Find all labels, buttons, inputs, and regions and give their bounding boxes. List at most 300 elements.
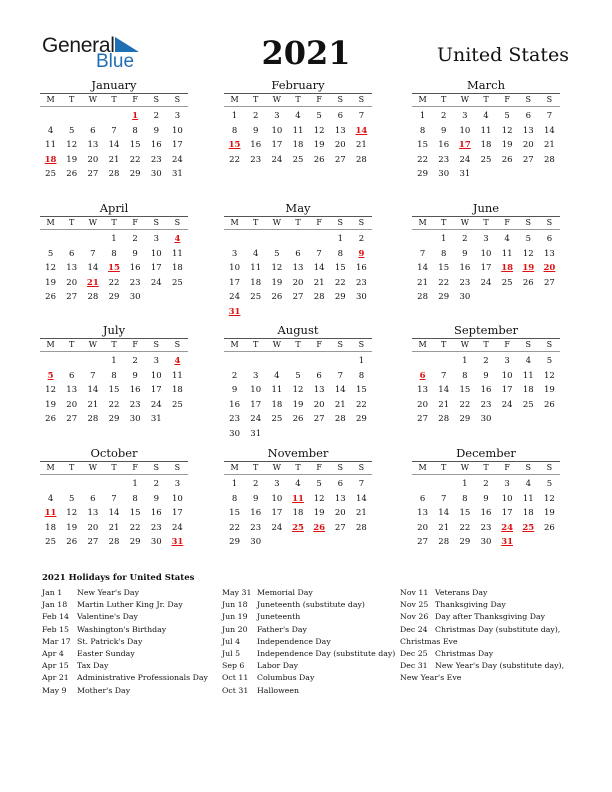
day-cell: 25 — [250, 292, 262, 302]
day-cell: 3 — [504, 356, 510, 366]
weekday-header: F — [309, 339, 330, 352]
day-cell: 6 — [419, 493, 426, 504]
holiday-name: Thanksgiving Day — [435, 600, 506, 610]
holiday-item — [222, 648, 402, 660]
day-cell: 7 — [111, 493, 117, 504]
day-cell: 14 — [417, 263, 428, 273]
weekday-header: M — [224, 217, 245, 230]
day-cell: 23 — [229, 414, 240, 424]
day-cell: 8 — [419, 125, 426, 136]
holiday-item — [42, 611, 222, 623]
day-cell: 20 — [66, 277, 78, 288]
day-cell: 15 — [229, 508, 240, 518]
holiday-item — [42, 587, 222, 599]
weekday-header: S — [330, 339, 351, 352]
day-cell: 25 — [522, 399, 534, 410]
day-cell: 27 — [417, 537, 428, 547]
day-cell: 20 — [292, 277, 304, 288]
weekday-header: T — [61, 217, 82, 230]
weekday-header: S — [351, 94, 372, 107]
day-cell: 28 — [87, 414, 99, 424]
weekday-header: M — [412, 94, 433, 107]
day-cell: 16 — [250, 508, 262, 518]
day-cell: 15 — [334, 263, 346, 273]
holiday-date: May 9 — [42, 685, 67, 695]
day-cell: 29 — [108, 292, 120, 302]
day-holiday: 14 — [355, 125, 368, 136]
day-cell: 28 — [87, 292, 99, 302]
day-cell: 1 — [441, 234, 447, 244]
month-december — [412, 446, 560, 550]
month-november — [224, 446, 372, 550]
day-cell: 25 — [45, 169, 56, 179]
day-cell: 27 — [334, 522, 346, 533]
day-cell: 18 — [250, 277, 262, 288]
weekday-header: M — [412, 462, 433, 475]
weekday-header: T — [433, 462, 454, 475]
day-cell: 20 — [66, 399, 78, 410]
weekday-header: M — [40, 462, 61, 475]
brand-name-blue: Blue — [96, 51, 135, 72]
day-cell: 25 — [172, 399, 183, 410]
day-cell: 20 — [522, 140, 534, 150]
day-cell: 4 — [47, 125, 54, 136]
holiday-column — [222, 587, 402, 697]
day-empty — [82, 109, 103, 124]
day-cell: 17 — [250, 399, 262, 410]
weekday-header: F — [125, 339, 146, 352]
day-cell: 7 — [90, 370, 96, 381]
day-cell: 11 — [480, 125, 492, 136]
day-cell: 24 — [459, 154, 471, 165]
day-cell: 3 — [253, 370, 259, 381]
day-empty — [309, 354, 330, 369]
day-cell: 24 — [480, 277, 492, 288]
day-cell: 26 — [292, 414, 304, 424]
holiday-item — [222, 587, 402, 599]
day-cell: 27 — [313, 414, 325, 424]
day-cell: 15 — [129, 508, 141, 518]
holiday-date: Oct 11 — [222, 673, 249, 683]
day-cell: 8 — [441, 248, 447, 259]
day-cell: 28 — [356, 522, 367, 533]
day-cell: 30 — [438, 169, 450, 179]
day-cell: 30 — [356, 292, 367, 302]
day-cell: 22 — [417, 154, 428, 165]
day-cell: 26 — [66, 537, 78, 547]
day-cell: 8 — [111, 248, 117, 259]
day-cell: 7 — [316, 248, 322, 259]
day-cell: 30 — [459, 292, 471, 302]
day-cell: 21 — [438, 522, 450, 533]
day-cell: 2 — [441, 111, 447, 121]
day-cell: 4 — [483, 111, 489, 121]
day-cell: 3 — [462, 111, 468, 121]
day-cell: 25 — [480, 154, 492, 165]
day-cell: 28 — [108, 537, 120, 547]
day-cell: 11 — [501, 248, 513, 259]
day-empty — [412, 232, 433, 247]
weekday-header: T — [433, 94, 454, 107]
holiday-item — [42, 660, 222, 672]
day-cell: 18 — [292, 508, 304, 518]
weekday-header: S — [146, 217, 167, 230]
day-cell: 18 — [522, 385, 534, 395]
day-cell: 10 — [172, 125, 183, 136]
day-cell: 16 — [250, 140, 262, 150]
day-cell: 11 — [271, 385, 283, 395]
day-cell: 2 — [153, 479, 159, 489]
holiday-name: Day after Thanksgiving Day — [435, 612, 546, 622]
day-empty — [40, 354, 61, 369]
day-empty — [40, 109, 61, 124]
holiday-date: Dec 24 — [400, 624, 428, 634]
day-cell: 25 — [292, 154, 304, 165]
month-grid — [412, 217, 560, 305]
day-cell: 12 — [313, 493, 325, 504]
day-cell: 22 — [129, 522, 141, 533]
month-april — [40, 201, 188, 305]
holiday-name: New Year's Day (substitute day), New Year's Eve — [400, 661, 565, 683]
day-cell: 21 — [313, 277, 325, 288]
day-holiday: 25 — [292, 522, 304, 533]
holiday-date: Jan 18 — [42, 600, 68, 610]
day-cell: 10 — [459, 125, 471, 136]
weekday-header: S — [167, 94, 188, 107]
day-holiday: 9 — [358, 248, 365, 259]
day-cell: 27 — [87, 537, 99, 547]
day-holiday: 11 — [44, 508, 57, 518]
day-cell: 7 — [441, 370, 447, 381]
holiday-date: Feb 15 — [42, 624, 69, 634]
weekday-header: S — [351, 339, 372, 352]
holiday-name: St. Patrick's Day — [77, 636, 143, 646]
day-cell: 17 — [172, 140, 183, 150]
day-cell: 14 — [356, 493, 367, 504]
day-cell: 27 — [522, 154, 534, 165]
weekday-header: T — [61, 94, 82, 107]
weekday-header: F — [309, 217, 330, 230]
day-empty — [61, 109, 82, 124]
day-cell: 25 — [501, 277, 513, 288]
day-cell: 22 — [108, 399, 120, 410]
day-cell: 16 — [150, 140, 162, 150]
month-july — [40, 323, 188, 427]
weekday-header: M — [40, 94, 61, 107]
day-cell: 12 — [544, 370, 555, 381]
weekday-header: S — [351, 462, 372, 475]
day-cell: 11 — [522, 493, 534, 504]
day-cell: 13 — [66, 385, 78, 395]
month-grid — [412, 94, 560, 182]
day-cell: 9 — [253, 125, 259, 136]
day-cell: 21 — [544, 140, 555, 150]
day-empty — [433, 354, 454, 369]
day-cell: 4 — [525, 479, 531, 489]
day-cell: 15 — [459, 385, 471, 395]
day-cell: 9 — [231, 385, 238, 395]
day-cell: 9 — [483, 370, 489, 381]
day-cell: 11 — [172, 370, 183, 381]
holiday-item — [222, 611, 402, 623]
weekday-header: W — [266, 462, 287, 475]
day-cell: 12 — [45, 263, 56, 273]
day-cell: 22 — [334, 277, 346, 288]
holiday-name: Administrative Professionals Day — [77, 673, 208, 683]
day-cell: 28 — [356, 154, 367, 165]
day-holiday: 31 — [171, 537, 184, 547]
weekday-header: F — [125, 217, 146, 230]
day-cell: 16 — [438, 140, 450, 150]
day-cell: 30 — [150, 537, 162, 547]
day-cell: 3 — [274, 479, 280, 489]
day-cell: 5 — [546, 479, 553, 489]
day-cell: 12 — [522, 248, 534, 259]
day-cell: 23 — [438, 154, 450, 165]
weekday-header: T — [245, 217, 266, 230]
day-cell: 13 — [292, 263, 304, 273]
weekday-header: W — [454, 94, 475, 107]
day-cell: 10 — [150, 248, 162, 259]
day-empty — [287, 354, 308, 369]
day-empty — [82, 477, 103, 492]
day-cell: 30 — [480, 537, 492, 547]
day-cell: 16 — [129, 263, 141, 273]
day-cell: 4 — [295, 479, 301, 489]
month-name: February — [224, 78, 372, 94]
day-cell: 29 — [417, 169, 428, 179]
day-cell: 3 — [153, 356, 159, 366]
day-cell: 30 — [129, 414, 141, 424]
day-cell: 21 — [108, 154, 120, 165]
day-cell: 23 — [480, 399, 492, 410]
day-cell: 19 — [271, 277, 283, 288]
day-cell: 19 — [292, 399, 304, 410]
day-cell: 21 — [87, 399, 99, 410]
day-cell: 6 — [337, 479, 343, 489]
day-cell: 26 — [66, 169, 78, 179]
day-holiday: 18 — [501, 263, 514, 273]
day-cell: 13 — [87, 140, 99, 150]
day-holiday: 31 — [228, 306, 241, 317]
day-empty — [103, 109, 124, 124]
day-cell: 2 — [132, 356, 138, 366]
weekday-header: S — [539, 94, 560, 107]
day-cell: 12 — [544, 493, 555, 504]
day-cell: 10 — [250, 385, 262, 395]
day-cell: 24 — [229, 292, 240, 302]
weekday-header: S — [330, 217, 351, 230]
day-cell: 19 — [544, 508, 555, 518]
day-cell: 15 — [438, 263, 450, 273]
weekday-header: F — [125, 462, 146, 475]
month-name: April — [40, 201, 188, 217]
holiday-name: Washington's Birthday — [77, 624, 167, 634]
month-name: August — [224, 323, 372, 339]
weekday-header: S — [167, 462, 188, 475]
day-cell: 11 — [45, 140, 56, 150]
day-cell: 1 — [231, 111, 238, 121]
day-cell: 17 — [150, 263, 162, 273]
weekday-header: M — [412, 217, 433, 230]
day-cell: 29 — [129, 169, 141, 179]
weekday-header: W — [82, 462, 103, 475]
holiday-date: Mar 17 — [42, 636, 71, 646]
day-cell: 17 — [501, 385, 513, 395]
holiday-column — [42, 587, 222, 697]
day-cell: 27 — [334, 154, 346, 165]
day-cell: 10 — [501, 370, 513, 381]
day-cell: 6 — [316, 370, 322, 381]
day-cell: 1 — [111, 234, 117, 244]
day-empty — [103, 477, 124, 492]
day-cell: 12 — [501, 125, 513, 136]
day-cell: 11 — [292, 125, 304, 136]
month-name: July — [40, 323, 188, 339]
day-cell: 6 — [69, 370, 75, 381]
day-cell: 6 — [90, 493, 96, 504]
day-empty — [412, 477, 433, 492]
weekday-header: W — [266, 339, 287, 352]
month-name: October — [40, 446, 188, 462]
month-grid — [224, 94, 372, 167]
weekday-header: T — [475, 462, 496, 475]
day-cell: 16 — [459, 263, 471, 273]
weekday-header: S — [330, 94, 351, 107]
day-cell: 28 — [334, 414, 346, 424]
day-cell: 19 — [501, 140, 513, 150]
holiday-date: Jun 20 — [222, 624, 248, 634]
day-cell: 16 — [129, 385, 141, 395]
day-cell: 30 — [150, 169, 162, 179]
holiday-name: Labor Day — [257, 661, 299, 671]
weekday-header: S — [146, 339, 167, 352]
day-cell: 10 — [172, 493, 183, 504]
holiday-name: Columbus Day — [257, 673, 315, 683]
day-cell: 18 — [522, 508, 534, 518]
holiday-item — [222, 624, 402, 636]
day-cell: 14 — [108, 140, 120, 150]
holiday-date: May 31 — [222, 588, 252, 597]
day-cell: 20 — [417, 522, 428, 533]
day-cell: 14 — [544, 125, 555, 136]
holiday-item — [42, 624, 222, 636]
day-cell: 26 — [313, 154, 325, 165]
day-holiday: 5 — [47, 370, 54, 381]
day-cell: 10 — [229, 263, 240, 273]
day-cell: 21 — [417, 277, 428, 288]
day-cell: 28 — [417, 292, 428, 302]
day-cell: 13 — [66, 263, 78, 273]
day-cell: 27 — [544, 277, 555, 288]
brand-name-general: General — [42, 34, 115, 57]
weekday-header: T — [103, 462, 124, 475]
holiday-name: New Year's Day — [77, 588, 139, 597]
weekday-header: W — [82, 217, 103, 230]
day-cell: 22 — [459, 522, 471, 533]
day-cell: 29 — [356, 414, 367, 424]
day-cell: 26 — [544, 399, 555, 410]
weekday-header: T — [433, 339, 454, 352]
day-cell: 3 — [483, 234, 489, 244]
month-grid — [224, 462, 372, 550]
day-cell: 8 — [231, 125, 238, 136]
day-cell: 12 — [45, 385, 56, 395]
weekday-header: T — [475, 339, 496, 352]
day-cell: 2 — [483, 479, 489, 489]
day-cell: 18 — [172, 263, 183, 273]
day-cell: 7 — [546, 111, 553, 121]
holiday-name: Mother's Day — [77, 685, 131, 695]
day-cell: 9 — [132, 248, 138, 259]
day-cell: 20 — [87, 154, 99, 165]
day-cell: 19 — [66, 522, 78, 533]
day-cell: 14 — [334, 385, 346, 395]
day-cell: 2 — [462, 234, 468, 244]
holidays-title: 2021 Holidays for United States — [42, 573, 195, 583]
day-holiday: 4 — [174, 234, 181, 244]
day-cell: 15 — [417, 140, 428, 150]
day-cell: 23 — [129, 399, 141, 410]
day-cell: 12 — [66, 508, 78, 518]
month-grid — [40, 462, 188, 550]
day-cell: 28 — [313, 292, 325, 302]
holiday-name: Valentine's Day — [77, 612, 138, 622]
day-cell: 12 — [271, 263, 283, 273]
weekday-header: W — [266, 94, 287, 107]
holiday-name: Martin Luther King Jr. Day — [77, 600, 183, 610]
day-cell: 26 — [544, 522, 555, 533]
day-cell: 13 — [417, 385, 428, 395]
holiday-item — [222, 660, 402, 672]
month-january — [40, 78, 188, 182]
day-cell: 7 — [419, 248, 426, 259]
holiday-name: Tax Day — [77, 661, 109, 671]
holiday-item — [222, 672, 402, 684]
day-cell: 26 — [501, 154, 513, 165]
day-cell: 27 — [66, 292, 78, 302]
weekday-header: M — [40, 217, 61, 230]
day-cell: 13 — [417, 508, 428, 518]
day-cell: 26 — [45, 414, 56, 424]
day-cell: 15 — [108, 385, 120, 395]
day-empty — [433, 477, 454, 492]
day-cell: 22 — [229, 522, 240, 533]
day-cell: 13 — [334, 493, 346, 504]
day-cell: 1 — [337, 234, 343, 244]
day-cell: 3 — [174, 479, 181, 489]
weekday-header: S — [330, 462, 351, 475]
weekday-header: F — [309, 462, 330, 475]
day-cell: 26 — [271, 292, 283, 302]
day-cell: 30 — [229, 428, 240, 439]
day-cell: 5 — [69, 493, 75, 504]
day-holiday: 25 — [522, 522, 535, 533]
day-holiday: 6 — [419, 370, 426, 381]
weekday-header: T — [103, 217, 124, 230]
holiday-item — [400, 587, 580, 599]
holiday-date: Feb 14 — [42, 612, 69, 622]
day-cell: 22 — [356, 399, 367, 410]
day-cell: 17 — [271, 140, 283, 150]
day-cell: 23 — [480, 522, 492, 533]
day-cell: 21 — [356, 140, 367, 150]
day-holiday: 20 — [543, 263, 556, 273]
month-august — [224, 323, 372, 441]
day-cell: 18 — [292, 140, 304, 150]
day-cell: 9 — [462, 248, 468, 259]
day-cell: 22 — [108, 277, 120, 288]
